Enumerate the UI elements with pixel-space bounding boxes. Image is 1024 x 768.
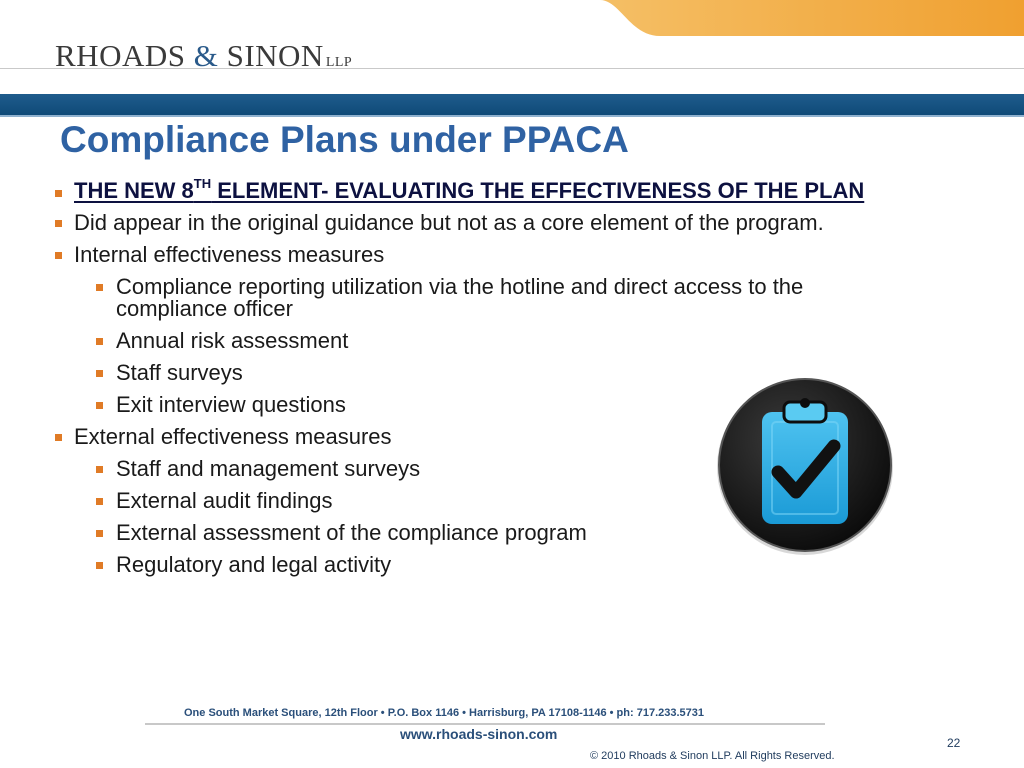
footer-website-link[interactable]: www.rhoads-sinon.com (400, 726, 558, 742)
sub-list-item-text: Exit interview questions (116, 392, 346, 417)
bullet-marker (96, 466, 103, 473)
sub-list-item (52, 330, 932, 352)
orange-swoosh-decoration (560, 0, 1024, 40)
sub-list-item-text: External assessment of the compliance program (116, 520, 587, 545)
logo-suffix: LLP (325, 55, 353, 70)
sub-list-item-text: Staff and management surveys (116, 456, 421, 481)
bullet-marker (96, 284, 103, 291)
heading-suffix: ELEMENT- EVALUATING THE EFFECTIVENESS OF THE PLAN (211, 178, 865, 203)
logo-name: RHOADS (55, 38, 186, 73)
sub-list-item-text: Annual risk assessment (116, 328, 349, 353)
heading-superscript: TH (193, 175, 212, 191)
clipboard-check-icon (712, 372, 898, 558)
footer-divider (145, 723, 825, 725)
sub-list-item-text: External audit findings (116, 488, 333, 513)
bullet-marker (55, 190, 62, 197)
sub-list-item (52, 276, 876, 320)
heading-bullet (52, 175, 932, 203)
bullet-marker (96, 562, 103, 569)
copyright-notice: © 2010 Rhoads & Sinon LLP. All Rights Reserved. (590, 750, 835, 762)
sub-list-item-text: Compliance reporting utilization via the hotline and direct access to the compliance officer (116, 274, 804, 321)
bullet-marker (55, 220, 62, 227)
sub-list-item-text: Staff surveys (116, 360, 243, 385)
bullet-marker (55, 252, 62, 259)
bullet-marker (96, 338, 103, 345)
bullet-marker (96, 370, 103, 377)
sub-list-item-text: Regulatory and legal activity (116, 552, 392, 577)
header-blue-band (0, 94, 1024, 115)
bullet-marker (96, 402, 103, 409)
list-item-text: Internal effectiveness measures (74, 242, 385, 267)
logo-name-2: SINON (226, 38, 324, 73)
header-blue-band-underline (0, 115, 1024, 117)
bullet-marker (96, 498, 103, 505)
list-item (52, 212, 932, 234)
list-item-text: Did appear in the original guidance but not as a core element of the program. (74, 210, 824, 235)
bullet-marker (55, 434, 62, 441)
bullet-marker (96, 530, 103, 537)
logo-ampersand: & (193, 38, 219, 73)
list-item-text: External effectiveness measures (74, 424, 392, 449)
list-item (52, 244, 932, 266)
heading-prefix: THE NEW 8 (74, 178, 194, 203)
firm-logo (55, 38, 352, 74)
footer-address: One South Market Square, 12th Floor • P.O. Box 1146 • Harrisburg, PA 17108-1146 • ph: 717.233.5731 (184, 707, 705, 719)
page-number: 22 (947, 736, 961, 750)
slide-title: Compliance Plans under PPACA (60, 119, 629, 160)
